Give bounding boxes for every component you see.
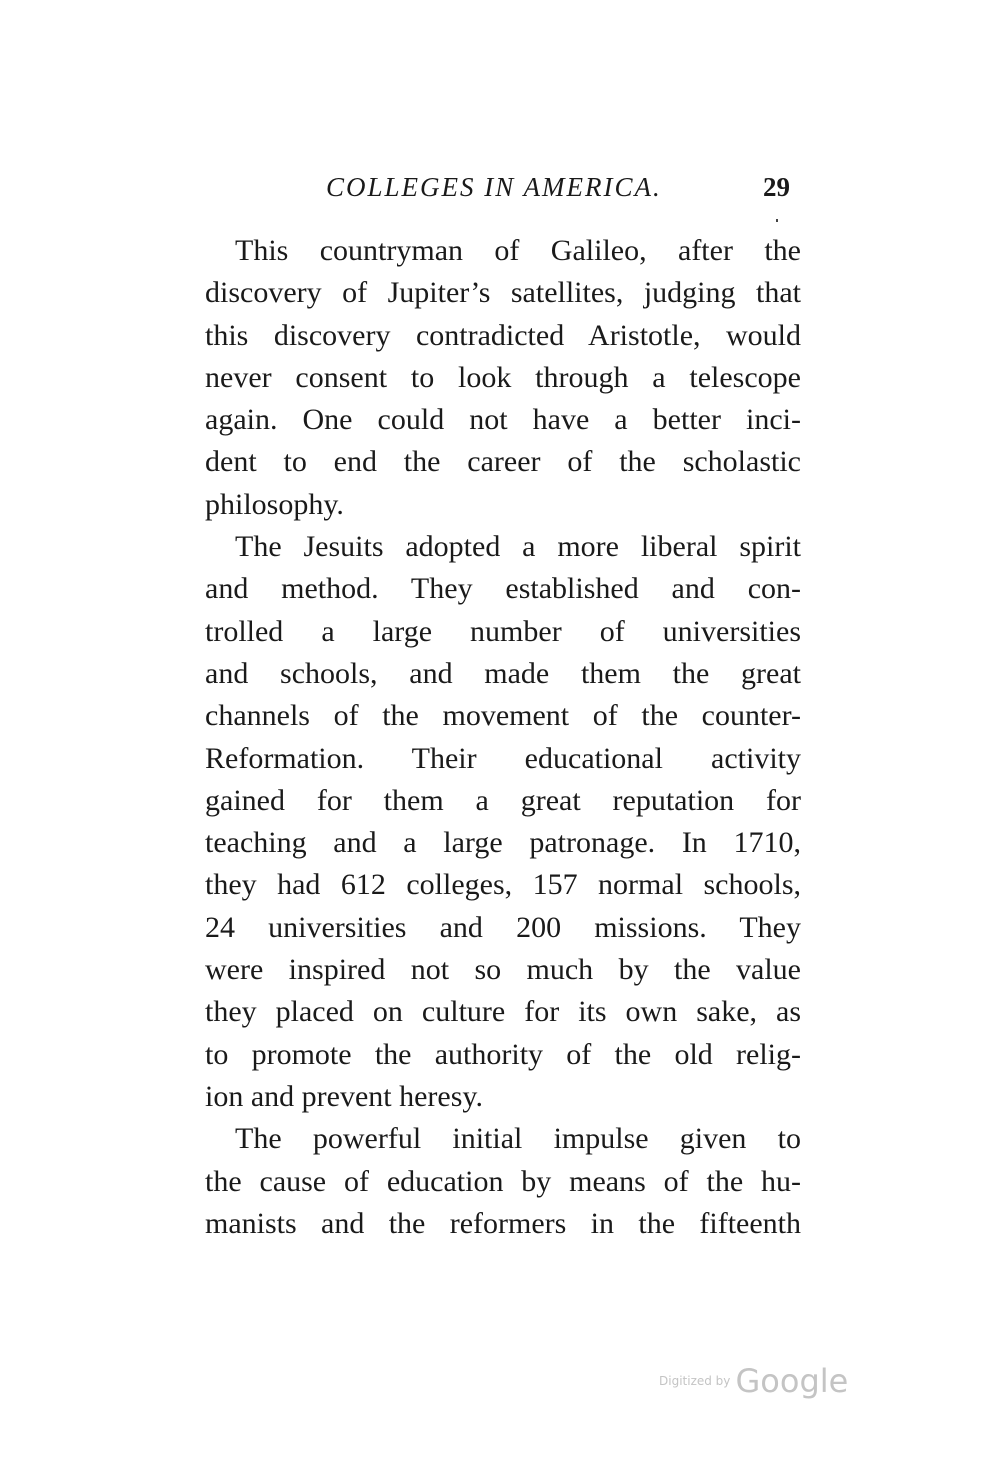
text-line: were inspired not so much by the value bbox=[205, 953, 801, 987]
body-text bbox=[205, 230, 801, 1245]
text-line: The powerful initial impulse given to bbox=[235, 1122, 801, 1156]
watermark-brand: Google bbox=[735, 1362, 849, 1400]
text-line: The Jesuits adopted a more liberal spirit bbox=[235, 530, 801, 564]
page-number: 29 bbox=[763, 172, 790, 202]
text-line: teaching and a large patronage. In 1710, bbox=[205, 826, 801, 860]
watermark-prefix: Digitized by bbox=[659, 1374, 731, 1388]
text-line: they placed on culture for its own sake, as bbox=[205, 995, 801, 1029]
text-line: dent to end the career of the scholastic bbox=[205, 445, 801, 479]
text-line: never consent to look through a telescope bbox=[205, 360, 801, 394]
text-line: Reformation. Their educational activity bbox=[205, 741, 801, 775]
text-line: this discovery contradicted Aristotle, would bbox=[205, 318, 801, 352]
text-line: philosophy. bbox=[205, 487, 344, 521]
print-speck bbox=[776, 219, 778, 222]
text-line: and method. They established and con- bbox=[205, 572, 801, 606]
text-line: again. One could not have a better inci- bbox=[205, 403, 801, 437]
text-line: they had 612 colleges, 157 normal schools, bbox=[205, 868, 801, 902]
digitization-watermark bbox=[659, 1362, 848, 1400]
text-line: ion and prevent heresy. bbox=[205, 1079, 483, 1113]
text-line: gained for them a great reputation for bbox=[205, 783, 801, 817]
running-head: COLLEGES IN AMERICA. bbox=[326, 172, 662, 202]
text-line: discovery of Jupiter’s satellites, judging that bbox=[205, 276, 801, 310]
text-line: manists and the reformers in the fifteenth bbox=[205, 1206, 801, 1240]
text-line: channels of the movement of the counter- bbox=[205, 699, 801, 733]
text-line: to promote the authority of the old relig- bbox=[205, 1037, 801, 1071]
text-line: the cause of education by means of the hu- bbox=[205, 1164, 801, 1198]
text-line: trolled a large number of universities bbox=[205, 614, 801, 648]
text-line: This countryman of Galileo, after the bbox=[235, 234, 801, 267]
text-line: 24 universities and 200 missions. They bbox=[205, 910, 801, 944]
text-line: and schools, and made them the great bbox=[205, 656, 801, 690]
